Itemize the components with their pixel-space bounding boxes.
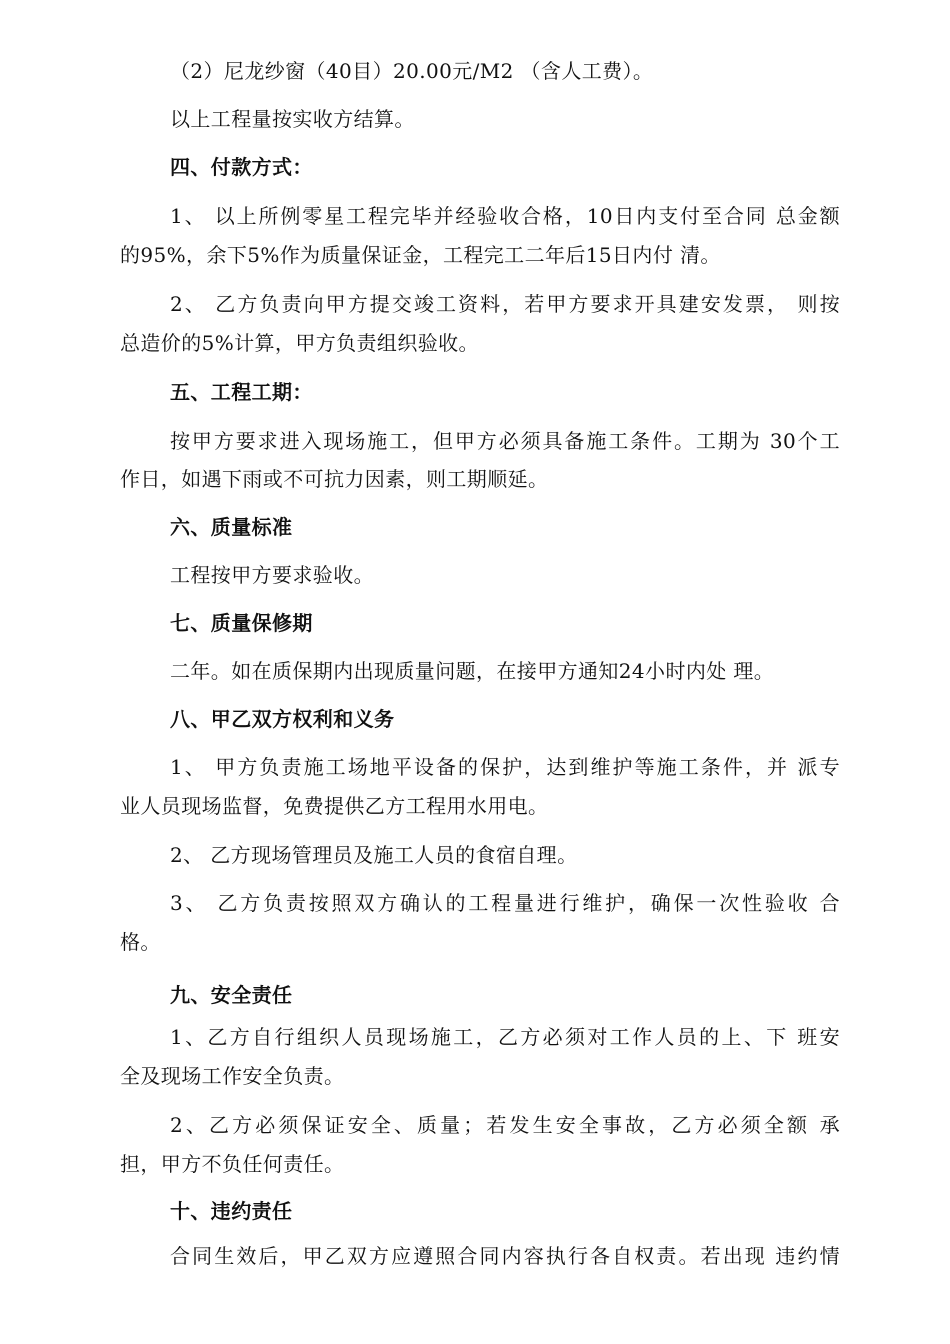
rights-clause-1-line-2: 业人员现场监督，免费提供乙方工程用水用电。 xyxy=(120,794,549,818)
quality-standard-text: 工程按甲方要求验收。 xyxy=(170,563,374,587)
payment-clause-2-line-2: 总造价的5%计算，甲方负责组织验收。 xyxy=(120,331,479,355)
price-item-nylon-screen: （2）尼龙纱窗（40目）20.00元/M2 （含人工费）。 xyxy=(170,59,654,83)
rights-clause-1-line-1: 1、 甲方负责施工场地平设备的保护，达到维护等施工条件，并 派专 xyxy=(170,755,840,779)
period-clause-line-2: 作日，如遇下雨或不可抗力因素，则工期顺延。 xyxy=(120,467,549,491)
rights-clause-2: 2、 乙方现场管理员及施工人员的食宿自理。 xyxy=(170,843,578,867)
heading-warranty-period: 七、质量保修期 xyxy=(170,611,313,635)
payment-clause-1-line-1: 1、 以上所例零星工程完毕并经验收合格，10日内支付至合同 总金额 xyxy=(170,204,840,228)
heading-breach-liability: 十、违约责任 xyxy=(170,1199,293,1223)
warranty-text: 二年。如在质保期内出现质量问题，在接甲方通知24小时内处 理。 xyxy=(170,659,775,683)
payment-clause-1-line-2: 的95%，余下5%作为质量保证金，工程完工二年后15日内付 清。 xyxy=(120,243,721,267)
safety-clause-2-line-2: 担，甲方不负任何责任。 xyxy=(120,1152,345,1176)
heading-safety-responsibility: 九、安全责任 xyxy=(170,983,293,1007)
period-clause-line-1: 按甲方要求进入现场施工，但甲方必须具备施工条件。工期为 30个工 xyxy=(170,429,840,453)
rights-clause-3-line-1: 3、 乙方负责按照双方确认的工程量进行维护，确保一次性验收 合 xyxy=(170,891,840,915)
payment-clause-2-line-1: 2、 乙方负责向甲方提交竣工资料，若甲方要求开具建安发票， 则按 xyxy=(170,292,840,316)
settlement-note: 以上工程量按实收方结算。 xyxy=(170,107,415,131)
safety-clause-1-line-1: 1、乙方自行组织人员现场施工，乙方必须对工作人员的上、下 班安 xyxy=(170,1025,840,1049)
safety-clause-2-line-1: 2、乙方必须保证安全、质量；若发生安全事故，乙方必须全额 承 xyxy=(170,1113,840,1137)
heading-rights-obligations: 八、甲乙双方权利和义务 xyxy=(170,707,395,731)
safety-clause-1-line-2: 全及现场工作安全负责。 xyxy=(120,1064,345,1088)
rights-clause-3-line-2: 格。 xyxy=(120,930,161,954)
heading-quality-standard: 六、质量标准 xyxy=(170,515,293,539)
heading-construction-period: 五、工程工期： xyxy=(170,380,313,404)
heading-payment-method: 四、付款方式： xyxy=(170,155,313,179)
breach-clause-line-1: 合同生效后，甲乙双方应遵照合同内容执行各自权责。若出现 违约情 xyxy=(170,1244,840,1268)
